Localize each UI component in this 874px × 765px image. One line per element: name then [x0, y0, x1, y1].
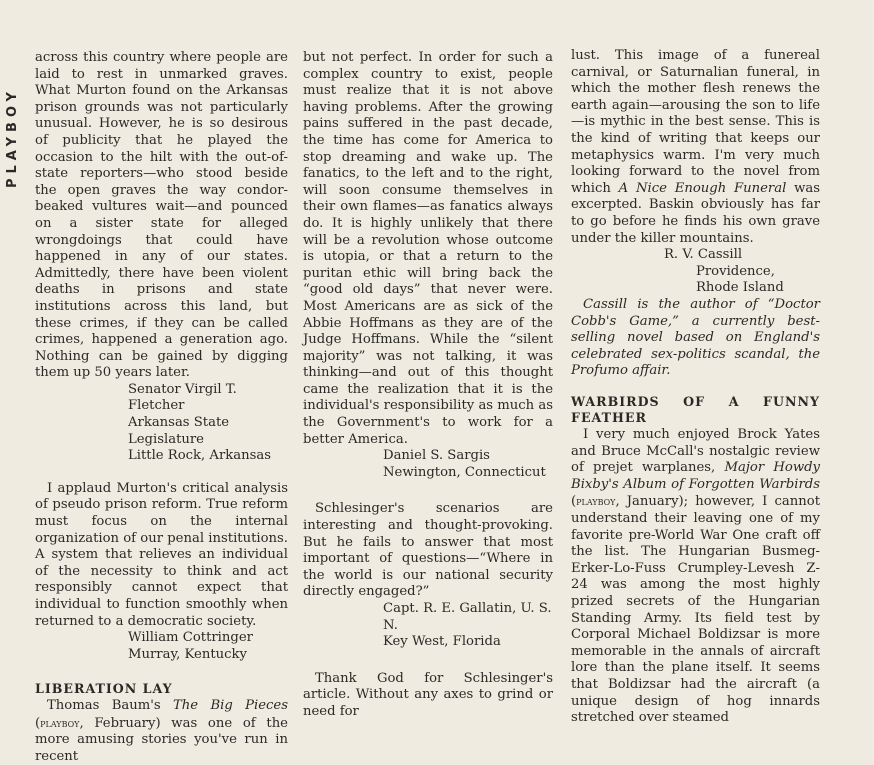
- letter-paragraph: lust. This image of a funereal carnival, or Saturnalian funeral, in which the mother flesh renews the earth again—arousing the son to life—is mythic in the best sense. This is the kind of writing that keeps our metaphysics warm. I'm very much looking forward to the novel from which A Nice Enough Funeral was excerpted. Baskin obviously has far to go before he finds his own grave under the killer mountains.: [571, 48, 820, 246]
- letter-signature: R. V. Cassill Providence, Rhode Island: [664, 247, 784, 296]
- column-1: [35, 50, 288, 765]
- letter-paragraph: Thomas Baum's The Big Pieces (playboy, February) was one of the more amusing stories you've run in recent: [35, 697, 288, 764]
- letter-signature: Senator Virgil T. Fletcher Arkansas State Legislature Little Rock, Arkansas: [128, 381, 271, 464]
- letter-paragraph: Thank God for Schlesinger's article. Without any axes to grind or need for: [303, 670, 553, 719]
- letter-signature: Capt. R. E. Gallatin, U. S. N. Key West, Florida: [383, 601, 552, 650]
- letter-paragraph: I very much enjoyed Brock Yates and Bruce McCall's nostalgic review of prejet warplanes, Major Howdy Bixby's Album of Forgotten Warbirds (playboy, January); however, I cannot understand their leaving one of my favorite pre-World War One craft off the list. The Hungarian Busmeg-Erker-Lo-Fuss Crumpley-Levesh Z-24 was among the most highly prized secrets of the Hungarian Standing Army. Its field test by Corporal Michael Boldizsar is more memorable in the annals of aircraft lore than the plane itself. It seems that Boldizsar had the aircraft (a unique design of hog innards stretched over steamed: [571, 427, 821, 726]
- section-heading: WARBIRDS OF A FUNNY FEATHER: [571, 393, 820, 426]
- letter-paragraph: Schlesinger's scenarios are interesting and thought-provoking. But he fails to answer that most important of questions—“Where in the world is our national security directly engaged?”: [303, 501, 553, 600]
- column-2: [303, 50, 553, 721]
- letter-paragraph: but not perfect. In order for such a complex country to exist, people must realize that it is not above having problems. After the growing pains suffered in the past decade, the time has come for America to stop dreaming and wake up. The fanatics, to the left and to the right, will soon consume themselves in their own flames—as fanatics always do. It is highly unlikely that there will be a revolution whose outcome is utopia, or that a return to the puritan ethic will bring back the “good old days” that never were. Most Americans are as sick of the Abbie Hoffmans as they are of the Judge Hoffmans. While the “silent majority” was not talking, it was thinking—and out of this thought came the realization that it is the individual's responsibility as much as the Government's to work for a better America.: [303, 50, 553, 447]
- editor-note: Cassill is the author of “Doctor Cobb's Game,” a currently best-selling novel based on England's celebrated sex-politics scandal, the Profumo affair.: [571, 296, 820, 379]
- letter-paragraph: across this country where people are laid to rest in unmarked graves. What Murton found on the Arkansas prison grounds was not particularly unusual. However, he is so desirous of publicity that he played the occasion to the hilt with the out-of-state reporters—who stood beside the open graves the way condor-beaked vultures wait—and pounced on a sister state for alleged wrongdoings that could have happened in any of our states. Admittedly, there have been violent deaths in prisons and state institutions across this land, but these crimes, if they can be called crimes, happened a generation ago. Nothing can be gained by digging them up 50 years later.: [35, 50, 288, 381]
- letter-signature: Daniel S. Sargis Newington, Connecticut: [383, 448, 546, 480]
- playboy-spine-label: PLAYBOY: [5, 87, 20, 188]
- section-heading: LIBERATION LAY: [35, 681, 173, 697]
- column-3: [571, 48, 820, 727]
- letter-paragraph: I applaud Murton's critical analysis of pseudo prison reform. True reform must focus on the internal organization of our penal institutions. A system that relieves an individual of the necessity to think and act responsibly cannot expect that individual to function smoothly when returned to a democratic society.: [35, 480, 288, 629]
- letter-signature: William Cottringer Murray, Kentucky: [128, 630, 253, 662]
